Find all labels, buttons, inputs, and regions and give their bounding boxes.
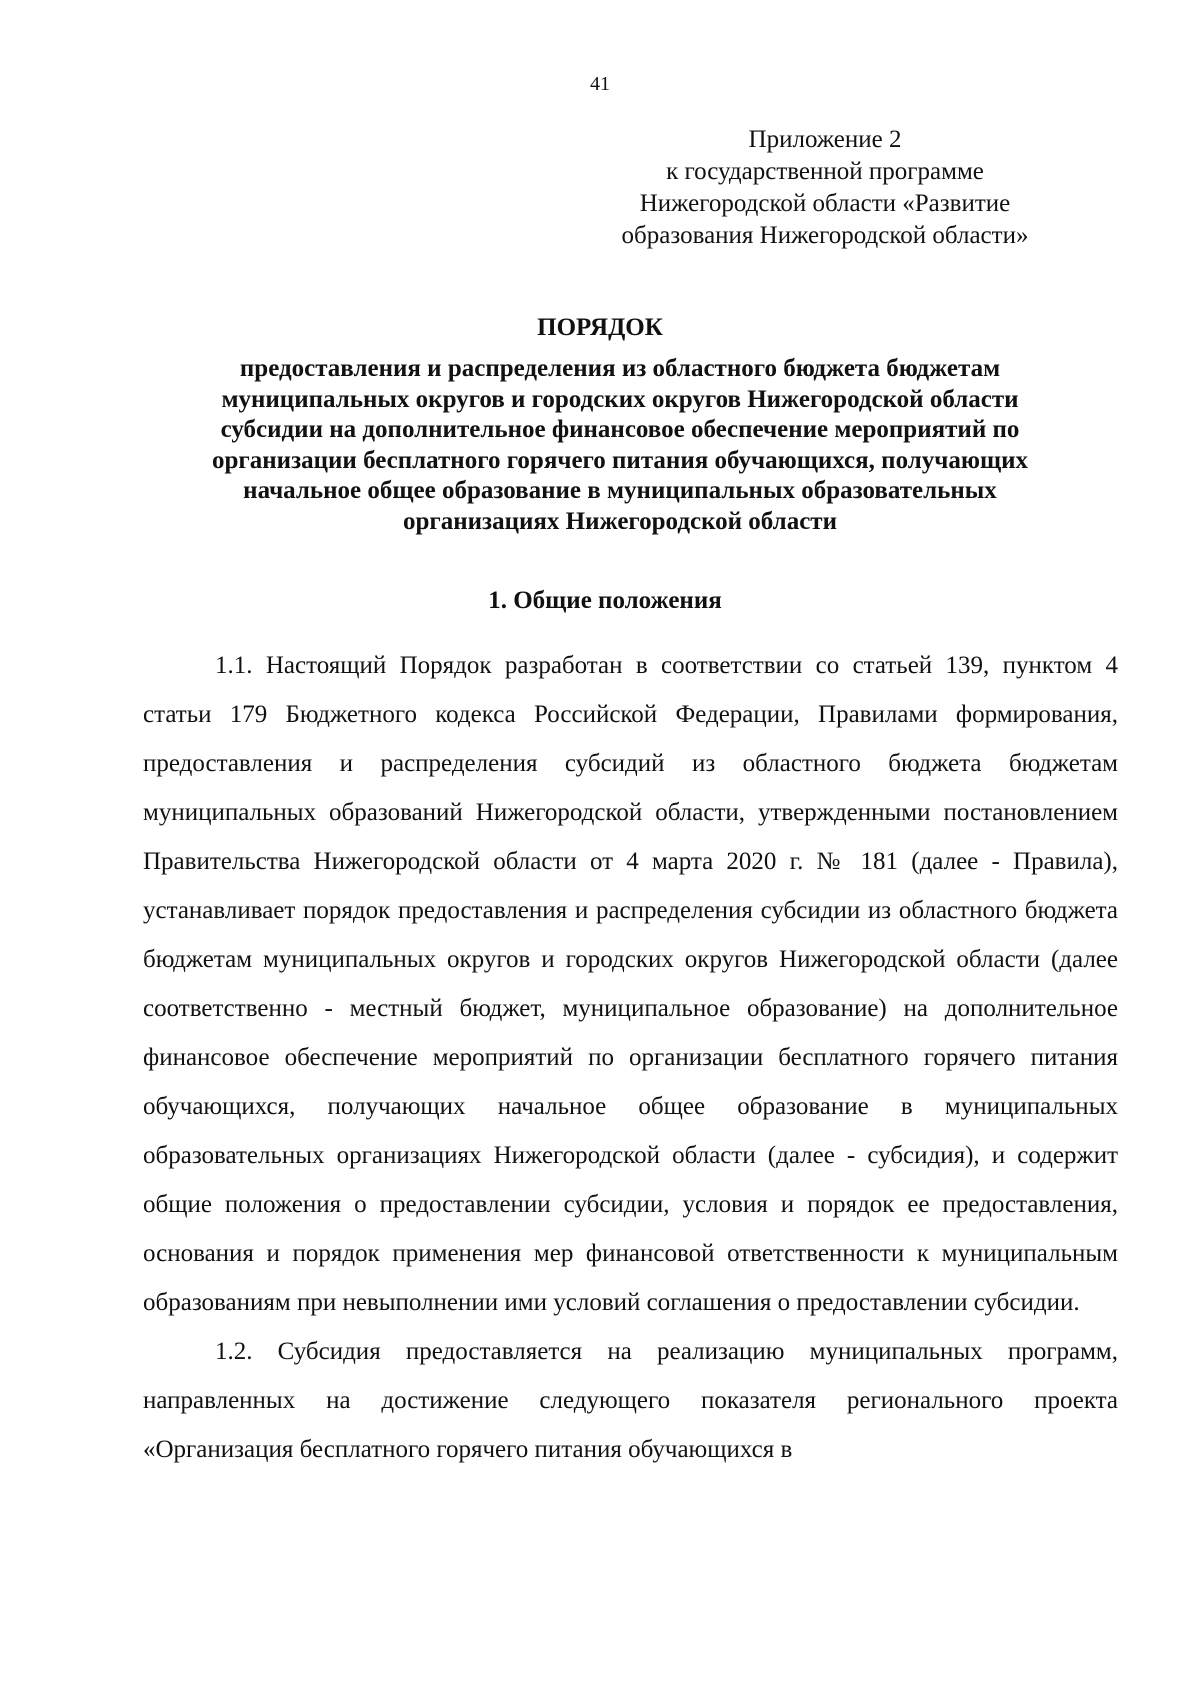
document-title: ПОРЯДОК (537, 314, 663, 341)
subtitle-line: организациях Нижегородской области (402, 507, 837, 535)
subtitle-line: субсидии на дополнительное финансовое обеспечение мероприятий по (220, 416, 1020, 443)
subtitle-line: предоставления и распределения из областного бюджета бюджетам (239, 355, 1001, 382)
appendix-line: к государственной программе (666, 158, 984, 185)
section-heading: 1. Общие положения (488, 587, 722, 614)
subtitle-line: начальное общее образование в муниципальных образовательных (243, 477, 997, 504)
subtitle-line: организации бесплатного горячего питания обучающихся, получающих (212, 446, 1028, 474)
paragraph-1-2: 1.2. Субсидия предоставляется на реализацию муниципальных программ, направленных на достижение следующего показателя регионального проекта «Организация бесплатного горячего питания обучающихся в (143, 1338, 1118, 1463)
appendix-reference (560, 124, 1090, 252)
document-subtitle (120, 354, 1120, 537)
paragraph-1-1: 1.1. Настоящий Порядок разработан в соответствии со статьей 139, пунктом 4 статьи 179 Бюджетного кодекса Российской Федерации, Правилами формирования, предоставления и распределения субсидий из областного бюджета бюджетам муниципальных образований Нижегородской области, утвержденными постановлением Правительства Нижегородской области от 4 марта 2020 г. № 181 (далее - Правила), устанавливает порядок предоставления и распределения субсидии из областного бюджета бюджетам муниципальных округов и городских округов Нижегородской области (далее соответственно - местный бюджет, муниципальное образование) на дополнительное финансовое обеспечение мероприятий по организации бесплатного горячего питания обучающихся, получающих начальное общее образование в муниципальных образовательных организациях Нижегородской области (далее - субсидия), и содержит общие положения о предоставлении субсидии, условия и порядок ее предоставления, основания и порядок применения мер финансовой ответственности к муниципальным образованиям при невыполнении ими условий соглашения о предоставлении субсидии. (143, 652, 1118, 1316)
appendix-line: образования Нижегородской области» (621, 222, 1029, 249)
page-number: 41 (590, 73, 610, 95)
body-text (143, 641, 1118, 1474)
appendix-line: Приложение 2 (748, 126, 902, 153)
appendix-line: Нижегородской области «Развитие (639, 190, 1011, 217)
subtitle-line: муниципальных округов и городских округов Нижегородской области (221, 385, 1019, 413)
